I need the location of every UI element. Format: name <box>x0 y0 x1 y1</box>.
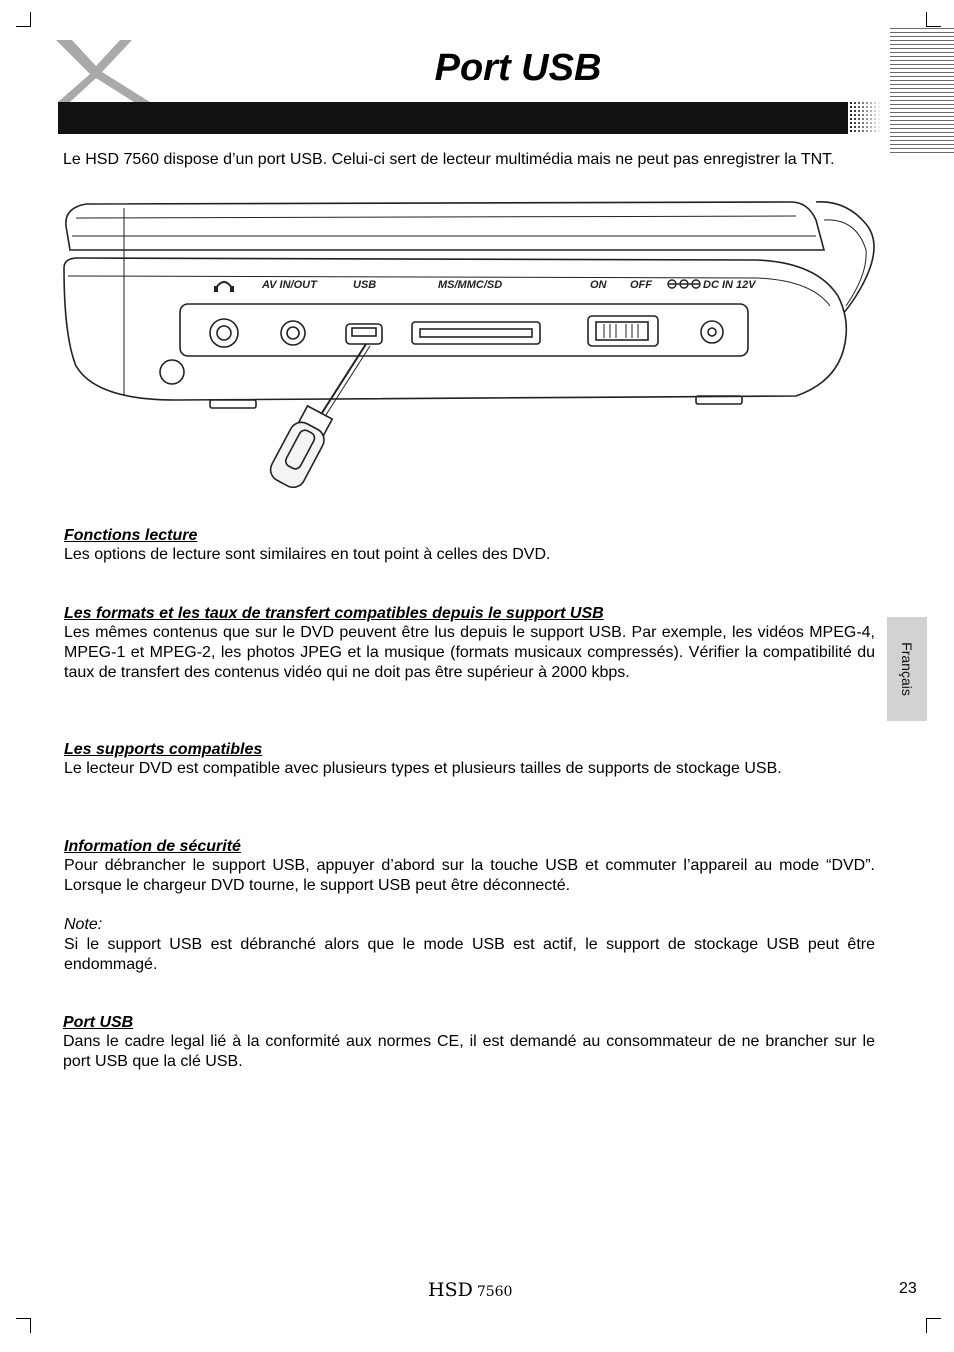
label-off: OFF <box>630 279 652 291</box>
label-on: ON <box>590 279 607 291</box>
section-port-usb <box>63 1013 875 1072</box>
section-heading: Les supports compatibles <box>64 741 263 758</box>
footer-brand-name: HSD <box>428 1279 473 1301</box>
label-usb: USB <box>353 279 377 291</box>
label-dc-in: DC IN 12V <box>703 279 756 291</box>
label-card-slot: MS/MMC/SD <box>438 279 503 291</box>
crop-mark-top-right <box>926 12 941 27</box>
section-securite <box>64 837 875 975</box>
language-tab <box>887 617 927 721</box>
crop-mark-bottom-right <box>926 1318 941 1333</box>
section-body: Les mêmes contenus que sur le DVD peuvent être lus depuis le support USB. Par exemple, les vidéos MPEG-4, MPEG-1 et MPEG-2, les photos JPEG et la musique (formats musicaux compressés). Vérifier la compatibilité du taux de transfert des contenus vidéo qui ne doit pas être supérieur à 2000 kbps. <box>64 624 875 681</box>
section-heading: Fonctions lecture <box>64 527 198 544</box>
section-body: Dans le cadre legal lié à la conformité aux normes CE, il est demandé au consommateur de ne brancher sur le port USB que la clé USB. <box>63 1033 875 1070</box>
section-fonctions-lecture <box>64 526 875 565</box>
section-heading: Les formats et les taux de transfert compatibles depuis le support USB <box>64 605 604 622</box>
section-formats <box>64 604 875 683</box>
title-bar <box>58 102 882 134</box>
section-supports <box>64 740 875 779</box>
label-av-in-out: AV IN/OUT <box>262 279 317 291</box>
section-body: Pour débrancher le support USB, appuyer d’abord sur la touche USB et commuter l’appareil au mode “DVD”. Lorsque le chargeur DVD tourne, le support USB peut être déconnecté. <box>64 857 875 894</box>
page-title: Port USB <box>434 47 602 89</box>
footer-brand <box>428 1279 512 1301</box>
footer-model: 7560 <box>476 1284 513 1300</box>
section-heading: Port USB <box>63 1014 134 1031</box>
crop-mark-bottom-left <box>16 1318 31 1333</box>
language-label: Français <box>899 642 915 696</box>
crop-mark-top-left <box>16 12 31 27</box>
section-body: Le lecteur DVD est compatible avec plusieurs types et plusieurs tailles de supports de stockage USB. <box>64 760 782 777</box>
page-number: 23 <box>899 1280 917 1297</box>
section-body: Les options de lecture sont similaires en tout point à celles des DVD. <box>64 546 551 563</box>
note-body: Si le support USB est débranché alors que le mode USB est actif, le support de stockage USB peut être endommagé. <box>64 936 875 973</box>
section-heading: Information de sécurité <box>64 838 241 855</box>
intro-paragraph: Le HSD 7560 dispose d’un port USB. Celui-ci sert de lecteur multimédia mais ne peut pas enregistrer la TNT. <box>63 151 835 168</box>
device-illustration <box>56 196 882 488</box>
note-label: Note: <box>64 916 103 933</box>
